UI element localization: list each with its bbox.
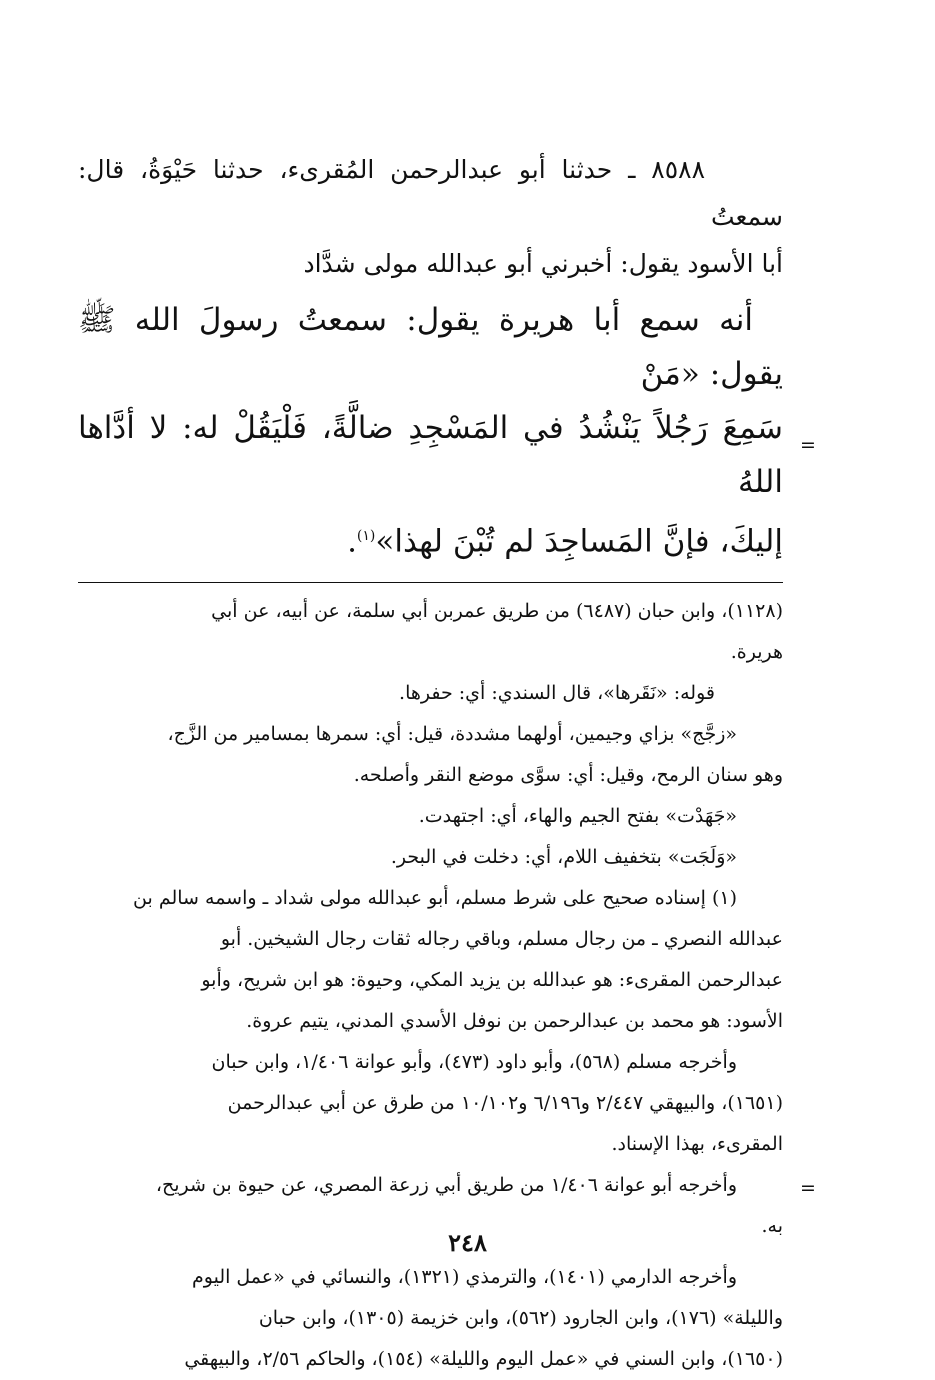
isnad-line: أبا الأسود يقول: أخبرني أبو عبدالله مولى شدَّاد [303,249,783,278]
matn-line: أنه سمع أبا هريرة يقول: سمعتُ رسولَ الله ﷺ يقول: «مَنْ [78,302,783,392]
footnote-line: هريرة. [730,641,783,664]
hadith-isnad [78,146,783,287]
footnote-line: قوله: «نَقَرها»، قال السندي: أي: حفرها. [399,682,715,705]
footnote-line: وأخرجه مسلم (٥٦٨)، وأبو داود (٤٧٣)، وأبو عوانة ١/٤٠٦، وابن حبان [211,1051,737,1074]
footnote-line: عبدالله النصري ـ من رجال مسلم، وباقي رجاله ثقات رجال الشيخين. أبو [220,928,783,951]
footnote-line: وهو سنان الرمح، وقيل: أي: سوَّى موضع النقر وأصلحه. [353,764,783,787]
footnote-line: الأسود: هو محمد بن عبدالرحمن بن نوفل الأسدي المدني، يتيم عروة. [246,1010,783,1033]
footnote-line: به. [761,1215,783,1238]
footnote-line: (١٦٥١)، والبيهقي ٢/٤٤٧ و٦/١٩٦ و١٠/١٠٢ من طرق عن أبي عبدالرحمن [227,1092,783,1115]
matn-line-text: إليكَ، فإنَّ المَساجِدَ لم تُبْنَ لهذا» [375,523,783,560]
matn-line: سَمِعَ رَجُلاً يَنْشُدُ في المَسْجِدِ ضالَّةً، فَلْيَقُلْ له: لا أدَّاها اللهُ [78,410,783,500]
page-content [78,146,783,1380]
matn-line [78,509,783,568]
footnote-line: عبدالرحمن المقرىء: هو عبدالله بن يزيد المكي، وحيوة: هو ابن شريح، وأبو [201,969,783,992]
footnote-separator [78,582,783,583]
footnote-line: المقرىء، بهذا الإسناد. [611,1133,783,1156]
matn-end-mark: . [347,523,357,560]
footnote-line: (١) إسناده صحيح على شرط مسلم، أبو عبدالله مولى شداد ـ واسمه سالم بن [133,887,737,910]
footnote-reference: (١) [356,528,376,544]
footnote-line: (١٦٥٠)، وابن السني في «عمل اليوم والليلة» (١٥٤)، والحاكم ٢/٥٦، والبيهقي [184,1348,783,1371]
page-number: ٢٤٨ [448,1228,487,1257]
footnotes [78,591,783,1380]
continuation-mark: = [800,434,816,456]
footnote-line: «زجَّج» بزاي وجيمين، أولهما مشددة، قيل: أي: سمرها بمسامير من الزَّج، [167,723,737,746]
hadith-matn [78,293,783,568]
isnad-line: ٨٥٨٨ ـ حدثنا أبو عبدالرحمن المُقرىء، حدثنا حَيْوَةُ، قال: سمعتُ [78,155,783,231]
footnote-line: (١١٢٨)، وابن حبان (٦٤٨٧) من طريق عمربن أبي سلمة، عن أبيه، عن أبي [211,600,783,623]
footnote-line: وأخرجه الدارمي (١٤٠١)، والترمذي (١٣٢١)، والنسائي في «عمل اليوم [192,1266,737,1289]
footnote-line: وأخرجه أبو عوانة ١/٤٠٦ من طريق أبي زرعة المصري، عن حيوة بن شريح، [155,1174,737,1197]
footnote-line: «وَلَجَت» بتخفيف اللام، أي: دخلت في البحر. [390,846,737,869]
footnote-line: والليلة» (١٧٦)، وابن الجارود (٥٦٢)، وابن خزيمة (١٣٠٥)، وابن حبان [258,1307,783,1330]
footnote-line: «جَهَدْت» بفتح الجيم والهاء، أي: اجتهدت. [418,805,737,828]
continuation-mark: = [800,1177,816,1199]
